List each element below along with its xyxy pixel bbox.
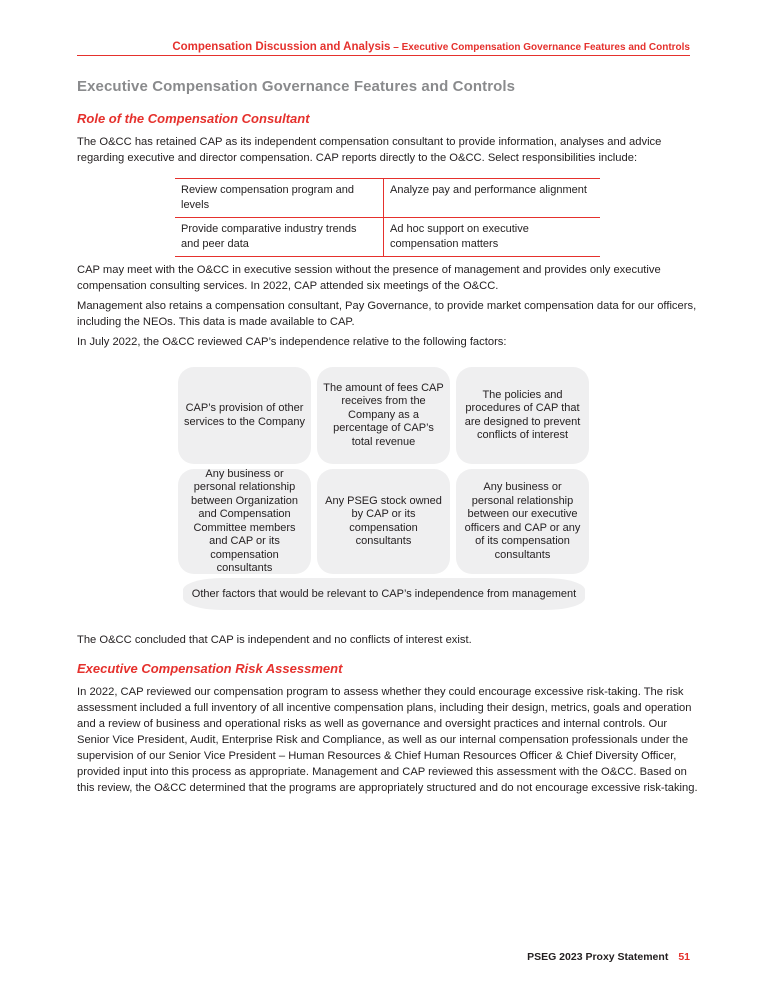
table-cell: Analyze pay and performance alignment	[384, 179, 601, 218]
table-row	[175, 218, 600, 257]
page-title: Executive Compensation Governance Features and Controls	[77, 78, 516, 95]
factor-box-other: Other factors that would be relevant to CAP’s independence from management	[183, 578, 585, 610]
header-subsection: Executive Compensation Governance Features and Controls	[401, 42, 690, 53]
factor-box: Any business or personal relationship between our executive officers and CAP or any of its compensation consultants	[456, 469, 589, 574]
consultant-heading: Role of the Compensation Consultant	[77, 111, 310, 126]
consultant-intro: The O&CC has retained CAP as its independent compensation consultant to provide information, analyses and advice regarding executive and director compensation. CAP reports directly to the O&CC. Select responsibilities include:	[77, 136, 662, 164]
header-section: Compensation Discussion and Analysis	[172, 41, 391, 53]
table-row	[175, 179, 600, 218]
table-cell: Ad hoc support on executive compensation matters	[384, 218, 601, 257]
footer-document-title: PSEG 2023 Proxy Statement	[527, 951, 669, 963]
factor-box: The amount of fees CAP receives from the Company as a percentage of CAP’s total revenue	[317, 367, 450, 464]
running-header	[77, 41, 690, 56]
factor-box: The policies and procedures of CAP that are designed to prevent conflicts of interest	[456, 367, 589, 464]
factor-box: Any PSEG stock owned by CAP or its compensation consultants	[317, 469, 450, 574]
page-footer	[480, 951, 690, 963]
page-number: 51	[678, 951, 690, 963]
factor-box: CAP’s provision of other services to the Company	[178, 367, 311, 464]
table-cell: Provide comparative industry trends and peer data	[175, 218, 384, 257]
header-separator: –	[390, 42, 402, 53]
management-consultant-paragraph: Management also retains a compensation consultant, Pay Governance, to provide market compensation data for our officers, including the NEOs. This data is made available to CAP.	[77, 300, 697, 328]
factor-box: Any business or personal relationship between Organization and Compensation Committee members and CAP or its compensation consultants	[178, 469, 311, 574]
table-cell: Review compensation program and levels	[175, 179, 384, 218]
risk-assessment-heading: Executive Compensation Risk Assessment	[77, 661, 343, 676]
independence-review-paragraph: In July 2022, the O&CC reviewed CAP’s independence relative to the following factors:	[77, 336, 507, 348]
conclusion-paragraph: The O&CC concluded that CAP is independent and no conflicts of interest exist.	[77, 634, 472, 646]
risk-assessment-paragraph: In 2022, CAP reviewed our compensation program to assess whether they could encourage excessive risk-taking. The risk assessment included a full inventory of all incentive compensation plans, including their design, metrics, goals and operation and a review of business and operational risks as well as governance and oversight practices and internal controls. Our Senior Vice President, Audit, Enterprise Risk and Compliance, as well as our internal compensation professionals under the supervision of our Senior Vice President – Human Resources & Chief Human Resources Officer & Chief Diversity Officer, provided input into this process as appropriate. Management and CAP reviewed this assessment with the O&CC. Based on this review, the O&CC determined that the programs are appropriately structured and do not encourage excessive risk-taking.	[77, 686, 698, 794]
executive-session-paragraph: CAP may meet with the O&CC in executive session without the presence of management and provides only executive compensation consulting services. In 2022, CAP attended six meetings of the O&CC.	[77, 264, 661, 292]
responsibilities-table	[175, 178, 600, 257]
